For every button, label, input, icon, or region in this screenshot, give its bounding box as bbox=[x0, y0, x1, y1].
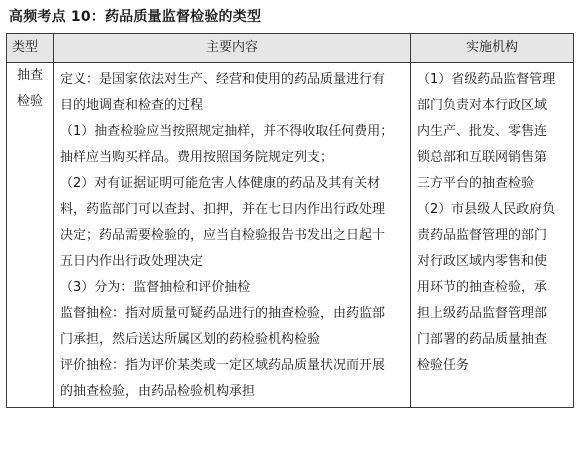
org-line: 门部署的药品质量抽查 bbox=[417, 332, 548, 347]
org-line: 三方平台的抽查检验 bbox=[417, 176, 535, 191]
content-lines bbox=[60, 67, 406, 405]
type-cell bbox=[7, 63, 54, 408]
table-row bbox=[7, 63, 574, 408]
content-line: （2）对有证据证明可能危害人体健康的药品及其有关材 bbox=[60, 176, 381, 191]
header-org: 实施机构 bbox=[411, 34, 574, 63]
document-title: 高频考点 10：药品质量监督检验的类型 bbox=[9, 9, 262, 25]
type-line: 抽查 bbox=[16, 68, 43, 83]
org-line: 用环节的抽查检验，承 bbox=[417, 280, 548, 295]
content-line: 定义：是国家依法对生产、经营和使用的药品质量进行有 bbox=[60, 72, 386, 87]
org-line: 担上级药品监督管理部 bbox=[417, 306, 548, 321]
org-line: 部门负责对本行政区域 bbox=[417, 98, 548, 113]
content-line: 抽样应当购买样品。费用按照国务院规定列支； bbox=[60, 150, 334, 165]
table-header-row bbox=[7, 34, 574, 63]
org-line: 锁总部和互联网销售第 bbox=[417, 150, 548, 165]
content-line: （1）抽查检验应当按照规定抽样，并不得收取任何费用； bbox=[60, 124, 394, 139]
content-line: 门承担，然后送达所属区划的药检验机构检验 bbox=[60, 332, 321, 347]
org-cell bbox=[411, 63, 574, 408]
content-line: 五日内作出行政处理决定 bbox=[60, 254, 204, 269]
org-line: （1）省级药品监督管理 bbox=[417, 72, 556, 87]
content-line: 评价抽检：指为评价某类或一定区域药品质量状况而开展 bbox=[60, 358, 386, 373]
content-line: 决定；药品需要检验的，应当自检验报告书发出之日起十 bbox=[60, 228, 386, 243]
content-cell bbox=[54, 63, 411, 408]
org-lines bbox=[417, 67, 569, 379]
content-line: （3）分为：监督抽检和评价抽检 bbox=[60, 280, 251, 295]
content-line: 料，药监部门可以查封、扣押，并在七日内作出行政处理 bbox=[60, 202, 386, 217]
header-content: 主要内容 bbox=[54, 34, 411, 63]
org-line: 内生产、批发、零售连 bbox=[417, 124, 548, 139]
header-type: 类型 bbox=[7, 34, 54, 63]
content-line: 监督抽检：指对质量可疑药品进行的抽查检验，由药监部 bbox=[60, 306, 386, 321]
org-line: 检验任务 bbox=[417, 358, 470, 373]
org-line: 责药品监督管理的部门 bbox=[417, 228, 548, 243]
org-line: 对行政区域内零售和使 bbox=[417, 254, 548, 269]
type-lines bbox=[7, 63, 53, 115]
inspection-types-table bbox=[6, 33, 574, 408]
type-line: 检验 bbox=[16, 94, 43, 109]
content-line: 的抽查检验，由药品检验机构承担 bbox=[60, 384, 256, 399]
content-line: 目的地调查和检查的过程 bbox=[60, 98, 204, 113]
org-line: （2）市县级人民政府负 bbox=[417, 202, 556, 217]
